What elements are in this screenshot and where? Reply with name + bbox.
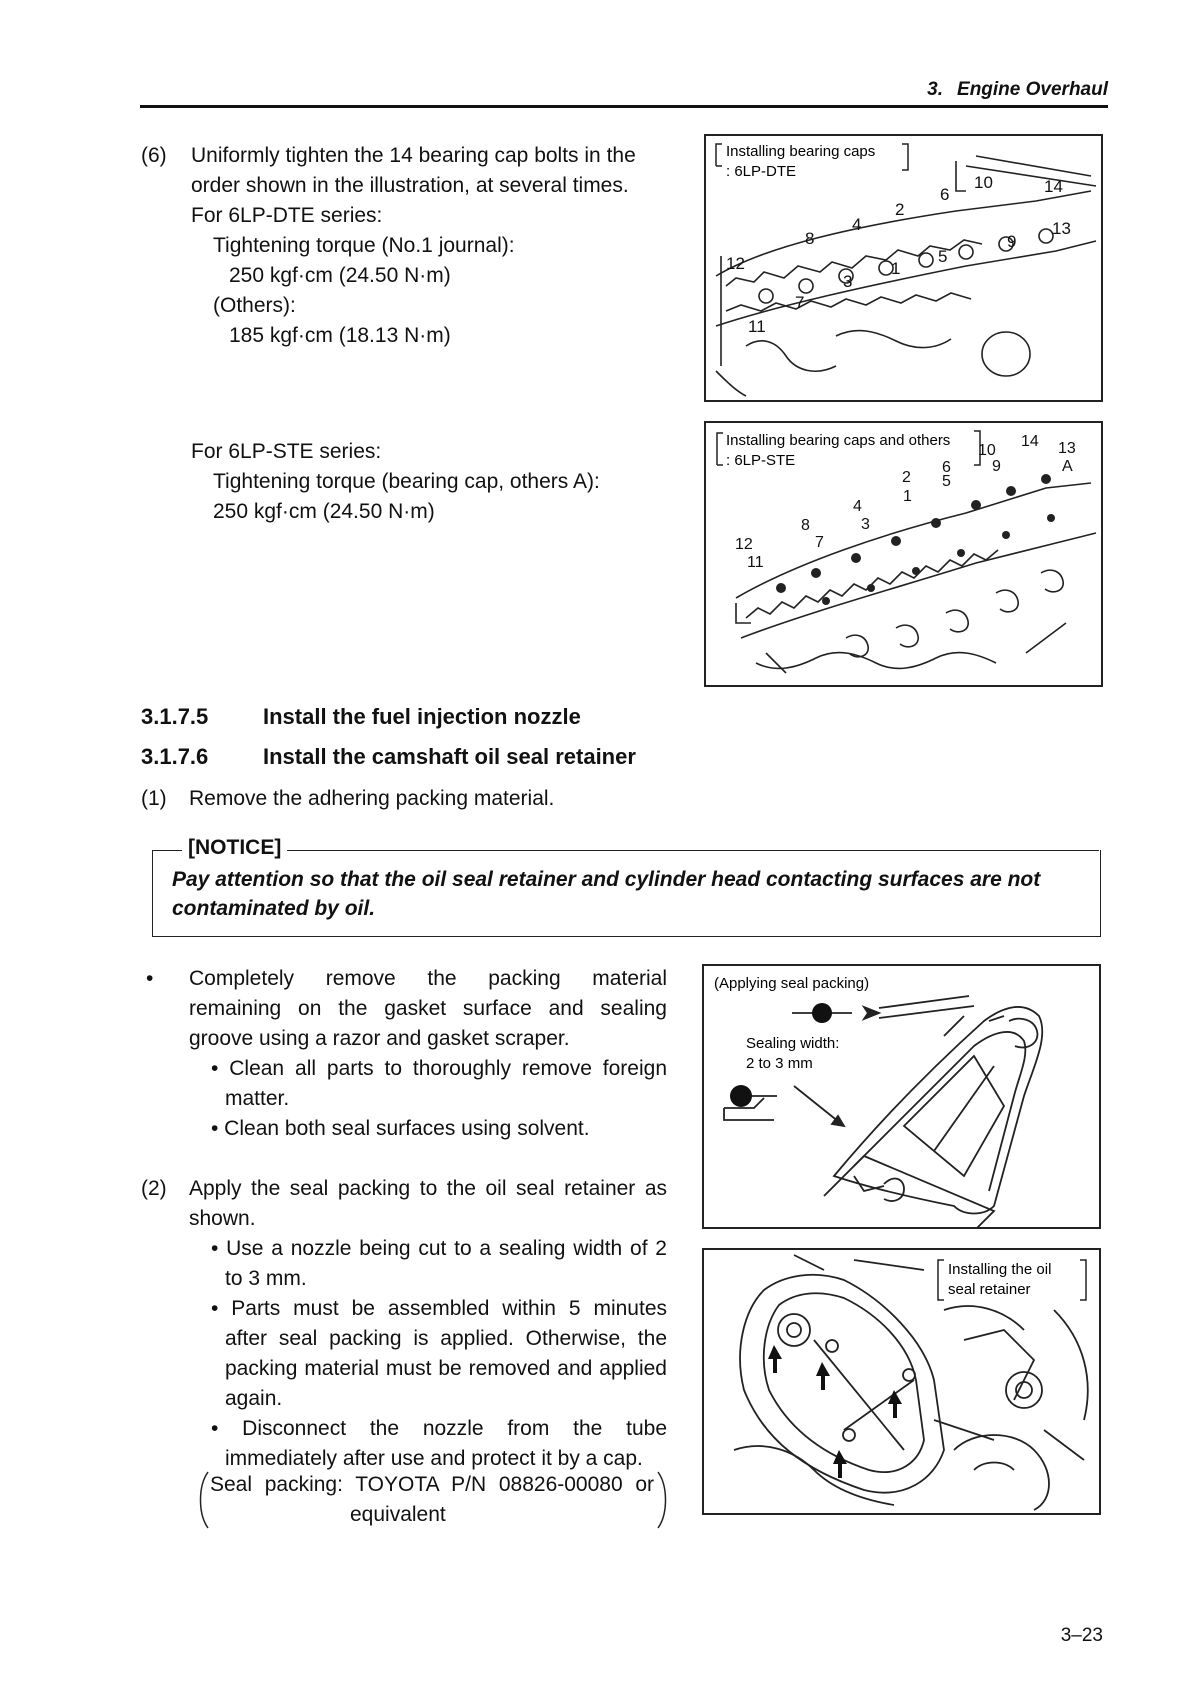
ste-torque-label: Tightening torque (bearing cap, others A): <box>213 470 600 493</box>
figure-applying-seal-packing <box>702 964 1101 1229</box>
step2-b2-line2: after seal packing is applied. Otherwise, the <box>225 1327 667 1350</box>
figure-bearing-caps-ste <box>704 421 1103 687</box>
fig1-num-14: 14 <box>1044 177 1063 196</box>
header-section-title: Engine Overhaul <box>957 79 1108 100</box>
fig2-num-14: 14 <box>1021 433 1039 450</box>
fig1-num-5: 5 <box>938 247 948 266</box>
fig3-caption: (Applying seal packing) <box>714 975 870 992</box>
step2-b1-line1: • Use a nozzle being cut to a sealing width of 2 <box>211 1237 667 1260</box>
dte-torque-label-others: (Others): <box>213 294 296 317</box>
section-3175-heading <box>141 704 581 730</box>
fig1-num-10: 10 <box>974 173 993 192</box>
oil-seal-retainer-install-illustration <box>704 1250 1099 1513</box>
step2-b2-line3: packing material must be removed and applied <box>225 1357 667 1380</box>
fig1-num-3: 3 <box>843 272 853 291</box>
step6-text <box>191 141 671 351</box>
dte-torque-value-others: 185 kgf·cm (18.13 N·m) <box>229 324 451 347</box>
step1-text: Remove the adhering packing material. <box>189 787 555 810</box>
section-3175-number: 3.1.7.5 <box>141 704 209 729</box>
fig2-num-11: 11 <box>747 554 764 571</box>
dte-torque-value-no1: 250 kgf·cm (24.50 N·m) <box>229 264 451 287</box>
fig2-num-12: 12 <box>735 536 753 553</box>
notice-text <box>172 865 1092 923</box>
fig3-width-value: 2 to 3 mm <box>746 1055 813 1072</box>
step2-number: (2) <box>141 1177 167 1200</box>
step2-b1-line2: to 3 mm. <box>225 1267 307 1290</box>
figure-installing-oil-seal-retainer <box>702 1248 1101 1515</box>
bullet-main-line1: Completely remove the packing material <box>189 967 667 990</box>
bullet-main-line3: groove using a razor and gasket scraper. <box>189 1027 570 1050</box>
fig1-num-2: 2 <box>895 200 905 219</box>
step2-b3-line1: • Disconnect the nozzle from the tube <box>211 1417 667 1440</box>
ste-torque-value: 250 kgf·cm (24.50 N·m) <box>213 500 435 523</box>
fig2-num-9: 9 <box>992 458 1001 475</box>
fig2-num-6: 6 <box>942 459 951 476</box>
fig1-num-11: 11 <box>748 317 766 336</box>
fig2-num-2: 2 <box>902 469 911 486</box>
notice-title: [NOTICE] <box>182 836 287 860</box>
fig1-caption-line1: Installing bearing caps <box>726 143 876 160</box>
fig2-num-7: 7 <box>815 534 824 551</box>
notice-line2: contaminated by oil. <box>172 897 376 920</box>
notice-top-rule <box>152 850 1099 851</box>
fig1-caption-line2: : 6LP-DTE <box>726 163 797 180</box>
page-number: 3–23 <box>1060 1625 1103 1646</box>
sub-bullet1-line2: matter. <box>225 1087 290 1110</box>
bullet-main-line2: remaining on the gasket surface and sealing <box>189 997 667 1020</box>
fig1-num-7: 7 <box>795 293 805 312</box>
fig2-num-8: 8 <box>801 517 810 534</box>
fig1-num-4: 4 <box>852 215 862 234</box>
section-3176-heading <box>141 744 636 770</box>
fig2-num-3: 3 <box>861 516 870 533</box>
fig2-num-5: 5 <box>942 473 951 490</box>
step6-line2: order shown in the illustration, at several times. <box>191 174 629 197</box>
dte-torque-label-no1: Tightening torque (No.1 journal): <box>213 234 515 257</box>
step2-line1: Apply the seal packing to the oil seal retainer as <box>189 1177 667 1200</box>
fig2-num-13: 13 <box>1058 440 1076 457</box>
fig2-caption-line2: : 6LP-STE <box>726 452 796 469</box>
fig2-num-4: 4 <box>853 498 862 515</box>
fig1-num-9: 9 <box>1007 232 1017 251</box>
section-3175-title: Install the fuel injection nozzle <box>263 704 581 729</box>
step2-b2-line1: • Parts must be assembled within 5 minutes <box>211 1297 667 1320</box>
fig2-num-10: 10 <box>978 442 996 459</box>
fig1-num-6: 6 <box>940 185 950 204</box>
bullet-marker: • <box>146 967 154 990</box>
step2-text <box>189 1174 667 1474</box>
bullet-main-text <box>189 964 667 1144</box>
header-rule <box>140 105 1108 108</box>
seal-packing-spec <box>196 1470 670 1530</box>
notice-line1: Pay attention so that the oil seal retainer and cylinder head contacting surfaces are not <box>172 868 1041 891</box>
figure-bearing-caps-dte <box>704 134 1103 402</box>
page-header <box>927 79 1108 101</box>
fig2-num-1: 1 <box>903 488 912 505</box>
fig1-num-8: 8 <box>805 229 815 248</box>
fig4-caption-line2: seal retainer <box>948 1281 1031 1298</box>
header-section-number: 3. <box>927 79 944 100</box>
dte-series-label: For 6LP-DTE series: <box>191 204 383 227</box>
fig2-caption-line1: Installing bearing caps and others <box>726 432 951 449</box>
sub-bullet1-line1: • Clean all parts to thoroughly remove foreign <box>211 1057 667 1080</box>
fig2-label-a: A <box>1062 458 1073 475</box>
step2-b2-line4: again. <box>225 1387 283 1410</box>
ste-text <box>191 437 671 527</box>
section-3176-title: Install the camshaft oil seal retainer <box>263 744 636 769</box>
engine-head-illustration-ste <box>706 423 1101 685</box>
seal-retainer-illustration <box>704 966 1099 1227</box>
step2-b3-line2: immediately after use and protect it by a cap. <box>225 1447 643 1470</box>
seal-packing-line2: equivalent <box>350 1503 446 1526</box>
fig1-num-12: 12 <box>726 254 745 273</box>
section-3176-number: 3.1.7.6 <box>141 744 209 769</box>
fig1-num-1: 1 <box>891 259 901 278</box>
sub-bullet2: • Clean both seal surfaces using solvent. <box>211 1117 590 1140</box>
fig1-num-13: 13 <box>1052 219 1071 238</box>
step2-line2: shown. <box>189 1207 256 1230</box>
step6-line1: Uniformly tighten the 14 bearing cap bolts in the <box>191 144 636 167</box>
step1-number: (1) <box>141 787 167 810</box>
engine-head-illustration-dte <box>706 136 1101 400</box>
fig4-caption-line1: Installing the oil <box>948 1261 1052 1278</box>
fig3-width-label: Sealing width: <box>746 1035 840 1052</box>
step6-number: (6) <box>141 144 167 167</box>
ste-series-label: For 6LP-STE series: <box>191 440 382 463</box>
seal-packing-line1: Seal packing: TOYOTA P/N 08826-00080 or <box>210 1473 654 1496</box>
